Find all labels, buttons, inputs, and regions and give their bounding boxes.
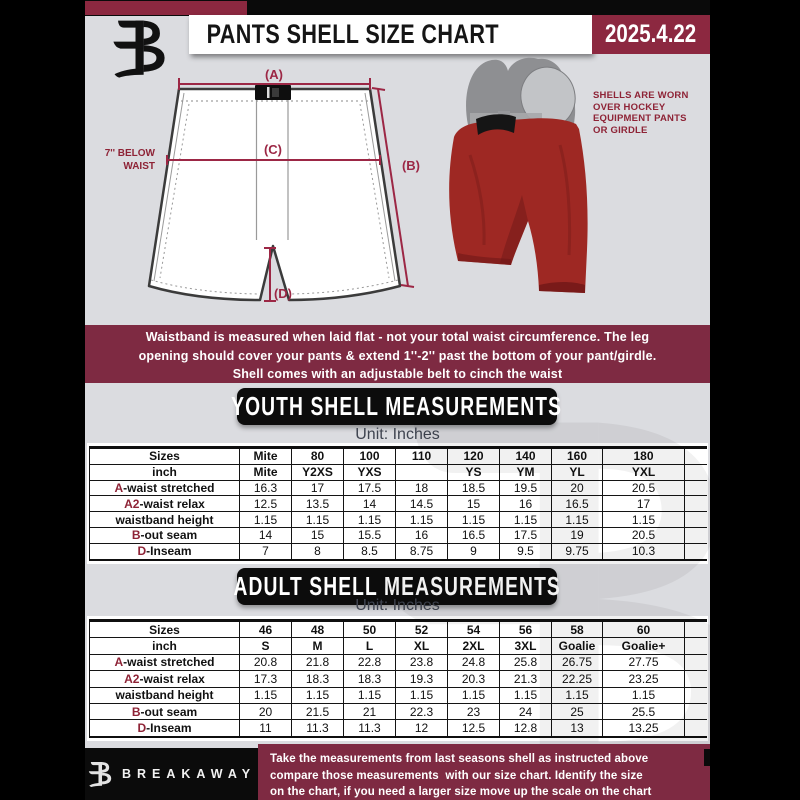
row-label-prefix: B <box>131 704 141 719</box>
youth-unit-label: Unit: Inches <box>355 426 440 443</box>
table-cell: 1.15 <box>448 512 500 528</box>
table-cell: 13.25 <box>603 720 685 737</box>
table-cell: 12 <box>396 720 448 737</box>
belt-buckle <box>255 85 291 100</box>
table-cell: 19.3 <box>396 671 448 687</box>
table-cell: 1.15 <box>396 512 448 528</box>
table-cell: 14 <box>344 496 396 512</box>
adult-table-wrap <box>87 616 708 741</box>
date-badge <box>592 15 710 54</box>
table-cell: Goalie <box>552 638 603 654</box>
size-chart-page <box>85 0 710 800</box>
table-cell: 21.8 <box>292 654 344 670</box>
row-line-extension <box>685 687 707 703</box>
column-header: 52 <box>396 621 448 638</box>
table-cell: 20 <box>552 480 603 496</box>
table-cell: 22.3 <box>396 703 448 719</box>
table-cell: 9.75 <box>552 543 603 559</box>
table-cell: 18.3 <box>292 671 344 687</box>
table-cell: 21 <box>344 703 396 719</box>
shorts-measurement-diagram <box>97 68 427 313</box>
footer-line: Take the measurements from last seasons shell as instructed above <box>270 753 649 765</box>
table-cell: 1.15 <box>396 687 448 703</box>
adult-unit-label: Unit: Inches <box>355 597 440 614</box>
table-cell: 21.3 <box>500 671 552 687</box>
row-line-extension <box>685 512 707 528</box>
row-label: B-out seam <box>90 703 240 719</box>
column-header: 100 <box>344 448 396 465</box>
row-label: A2-waist relax <box>90 496 240 512</box>
table-cell: 12.8 <box>500 720 552 737</box>
table-cell: YL <box>552 464 603 480</box>
table-cell: 27.75 <box>603 654 685 670</box>
row-label-prefix: D <box>137 544 147 559</box>
caption-line: OR GIRDLE <box>593 124 648 136</box>
row-line-extension <box>685 703 707 719</box>
table-cell: 16 <box>500 496 552 512</box>
table-cell: 1.15 <box>240 687 292 703</box>
row-line-extension <box>685 448 707 465</box>
waistband-info-banner <box>85 325 710 383</box>
table-cell: YM <box>500 464 552 480</box>
table-cell: 22.8 <box>344 654 396 670</box>
table-cell: 2XL <box>448 638 500 654</box>
table-cell: 12.5 <box>448 720 500 737</box>
footer-brand-name: BREAKAWAY <box>121 767 257 781</box>
column-header: 140 <box>500 448 552 465</box>
shell-photo <box>440 55 605 315</box>
table-cell: 11.3 <box>292 720 344 737</box>
row-line-extension <box>685 527 707 543</box>
table-cell: 1.15 <box>292 512 344 528</box>
row-label: B-out seam <box>90 527 240 543</box>
table-cell: 17.5 <box>500 527 552 543</box>
column-header: 56 <box>500 621 552 638</box>
row-label-prefix: A2 <box>124 496 140 511</box>
column-header: Mite <box>240 448 292 465</box>
table-cell: 26.75 <box>552 654 603 670</box>
column-header: 50 <box>344 621 396 638</box>
table-row <box>90 512 707 528</box>
table-cell: 16.3 <box>240 480 292 496</box>
row-line-extension <box>685 496 707 512</box>
column-header: Sizes <box>90 448 240 465</box>
table-cell: 17.3 <box>240 671 292 687</box>
table-header-row <box>90 621 707 638</box>
table-row <box>90 703 707 719</box>
table-cell: 8 <box>292 543 344 559</box>
row-label: waistband height <box>90 687 240 703</box>
table-header-row <box>90 448 707 465</box>
youth-section-banner <box>231 388 563 425</box>
table-row <box>90 464 707 480</box>
info-line: opening should cover your pants & extend 1''-2'' past the bottom of your pant/girdle. <box>138 348 657 363</box>
table-cell: 16.5 <box>448 527 500 543</box>
column-header: 48 <box>292 621 344 638</box>
row-label: A-waist stretched <box>90 480 240 496</box>
table-cell: 1.15 <box>344 687 396 703</box>
table-row <box>90 638 707 654</box>
column-header: 110 <box>396 448 448 465</box>
table-cell: 15 <box>448 496 500 512</box>
header-top-bar <box>85 0 710 16</box>
table-cell: 23 <box>448 703 500 719</box>
row-label: D-Inseam <box>90 720 240 737</box>
row-label: inch <box>90 464 240 480</box>
row-line-extension <box>685 480 707 496</box>
table-cell: 9.5 <box>500 543 552 559</box>
info-line: Shell comes with an adjustable belt to cinch the waist <box>232 367 563 381</box>
row-label-prefix: A <box>114 655 124 670</box>
table-cell: 8.5 <box>344 543 396 559</box>
table-row <box>90 687 707 703</box>
column-header: 80 <box>292 448 344 465</box>
table-cell: S <box>240 638 292 654</box>
table-cell: 11.3 <box>344 720 396 737</box>
table-cell <box>396 464 448 480</box>
table-cell: L <box>344 638 396 654</box>
column-header: 120 <box>448 448 500 465</box>
table-cell: 23.8 <box>396 654 448 670</box>
adult-measurements-table <box>89 619 707 738</box>
youth-table-wrap <box>87 443 708 564</box>
row-line-extension <box>685 464 707 480</box>
table-cell: 17.5 <box>344 480 396 496</box>
table-cell: 14 <box>240 527 292 543</box>
below-waist-note-line2: WAIST <box>123 161 155 172</box>
table-cell: 13 <box>552 720 603 737</box>
caption-line: SHELLS ARE WORN <box>593 90 689 101</box>
table-cell: 1.15 <box>552 512 603 528</box>
youth-measurements-table <box>89 446 707 561</box>
table-cell: 19 <box>552 527 603 543</box>
row-label: A2-waist relax <box>90 671 240 687</box>
row-label-prefix: A <box>114 480 124 495</box>
table-cell: 14.5 <box>396 496 448 512</box>
table-cell: 3XL <box>500 638 552 654</box>
column-header: 160 <box>552 448 603 465</box>
table-cell: 10.3 <box>603 543 685 559</box>
table-cell: 1.15 <box>500 687 552 703</box>
table-row <box>90 654 707 670</box>
table-cell: 11 <box>240 720 292 737</box>
dim-label-b: (B) <box>401 158 421 173</box>
caption-line: EQUIPMENT PANTS <box>593 113 687 124</box>
table-cell: 25 <box>552 703 603 719</box>
table-cell: YS <box>448 464 500 480</box>
dim-label-d: (D) <box>273 286 293 301</box>
table-cell: 1.15 <box>292 687 344 703</box>
column-header: 58 <box>552 621 603 638</box>
dim-label-a: (A) <box>264 68 284 82</box>
table-cell: 16 <box>396 527 448 543</box>
table-cell: 22.25 <box>552 671 603 687</box>
red-shell-shape <box>449 114 587 293</box>
table-cell: 1.15 <box>603 512 685 528</box>
dim-label-c: (C) <box>263 142 283 157</box>
breakaway-logo-icon-footer <box>87 760 113 788</box>
table-cell: M <box>292 638 344 654</box>
column-header: Sizes <box>90 621 240 638</box>
table-cell: 24.8 <box>448 654 500 670</box>
table-cell: 1.15 <box>603 687 685 703</box>
youth-section-title: YOUTH SHELL MEASUREMENTS <box>231 391 563 421</box>
table-cell: 20.8 <box>240 654 292 670</box>
table-cell: 17 <box>292 480 344 496</box>
table-cell: 18.5 <box>448 480 500 496</box>
table-cell: 1.15 <box>448 687 500 703</box>
table-row <box>90 720 707 737</box>
table-cell: 12.5 <box>240 496 292 512</box>
footer-brand-box <box>85 748 258 800</box>
table-cell: 1.15 <box>240 512 292 528</box>
below-waist-note-line1: 7'' BELOW <box>104 148 155 159</box>
table-cell: Goalie+ <box>603 638 685 654</box>
adult-section-title: ADULT SHELL MEASUREMENTS <box>233 571 561 601</box>
table-cell: Y2XS <box>292 464 344 480</box>
table-cell: 7 <box>240 543 292 559</box>
table-cell: 17 <box>603 496 685 512</box>
footer-line: compare those measurements with our size chart. Identify the size <box>270 769 643 782</box>
table-cell: 18 <box>396 480 448 496</box>
row-label-prefix: A2 <box>124 671 140 686</box>
table-cell: 8.75 <box>396 543 448 559</box>
row-label: inch <box>90 638 240 654</box>
row-label-prefix: B <box>131 528 141 543</box>
table-cell: YXS <box>344 464 396 480</box>
table-cell: 18.3 <box>344 671 396 687</box>
table-cell: 24 <box>500 703 552 719</box>
column-header: 54 <box>448 621 500 638</box>
shell-photo-caption <box>593 90 710 136</box>
table-cell: 9 <box>448 543 500 559</box>
row-label: D-Inseam <box>90 543 240 559</box>
page-title: PANTS SHELL SIZE CHART <box>206 19 500 49</box>
table-cell: 13.5 <box>292 496 344 512</box>
table-cell: Mite <box>240 464 292 480</box>
header-accent-bar <box>85 1 247 15</box>
table-cell: 20 <box>240 703 292 719</box>
caption-line: OVER HOCKEY <box>593 101 666 113</box>
title-bar <box>189 15 592 54</box>
table-cell: 20.5 <box>603 480 685 496</box>
row-label-prefix: D <box>137 721 147 736</box>
table-cell: 21.5 <box>292 703 344 719</box>
row-line-extension <box>685 654 707 670</box>
column-header: 180 <box>603 448 685 465</box>
footer <box>85 744 710 800</box>
table-cell: 19.5 <box>500 480 552 496</box>
table-row <box>90 496 707 512</box>
table-cell: 23.25 <box>603 671 685 687</box>
table-row <box>90 480 707 496</box>
table-cell: 1.15 <box>500 512 552 528</box>
row-line-extension <box>685 720 707 737</box>
date-text: 2025.4.22 <box>605 20 697 48</box>
footer-instructions <box>258 744 710 800</box>
table-cell: 16.5 <box>552 496 603 512</box>
table-row <box>90 543 707 559</box>
table-cell: 20.3 <box>448 671 500 687</box>
row-line-extension <box>685 671 707 687</box>
table-cell: YXL <box>603 464 685 480</box>
row-line-extension <box>685 621 707 638</box>
column-header: 60 <box>603 621 685 638</box>
table-cell: 15 <box>292 527 344 543</box>
table-row <box>90 527 707 543</box>
table-cell: XL <box>396 638 448 654</box>
row-label: A-waist stretched <box>90 654 240 670</box>
row-line-extension <box>685 543 707 559</box>
table-cell: 1.15 <box>552 687 603 703</box>
row-label: waistband height <box>90 512 240 528</box>
footer-line: on the chart, if you need a larger size move up the scale on the chart <box>270 786 652 798</box>
table-cell: 1.15 <box>344 512 396 528</box>
table-cell: 25.5 <box>603 703 685 719</box>
column-header: 46 <box>240 621 292 638</box>
row-line-extension <box>685 638 707 654</box>
table-cell: 20.5 <box>603 527 685 543</box>
table-cell: 25.8 <box>500 654 552 670</box>
table-row <box>90 671 707 687</box>
scrollbar-thumb[interactable] <box>704 749 710 766</box>
info-line: Waistband is measured when laid flat - not your total waist circumference. The leg <box>145 330 650 344</box>
table-cell: 15.5 <box>344 527 396 543</box>
